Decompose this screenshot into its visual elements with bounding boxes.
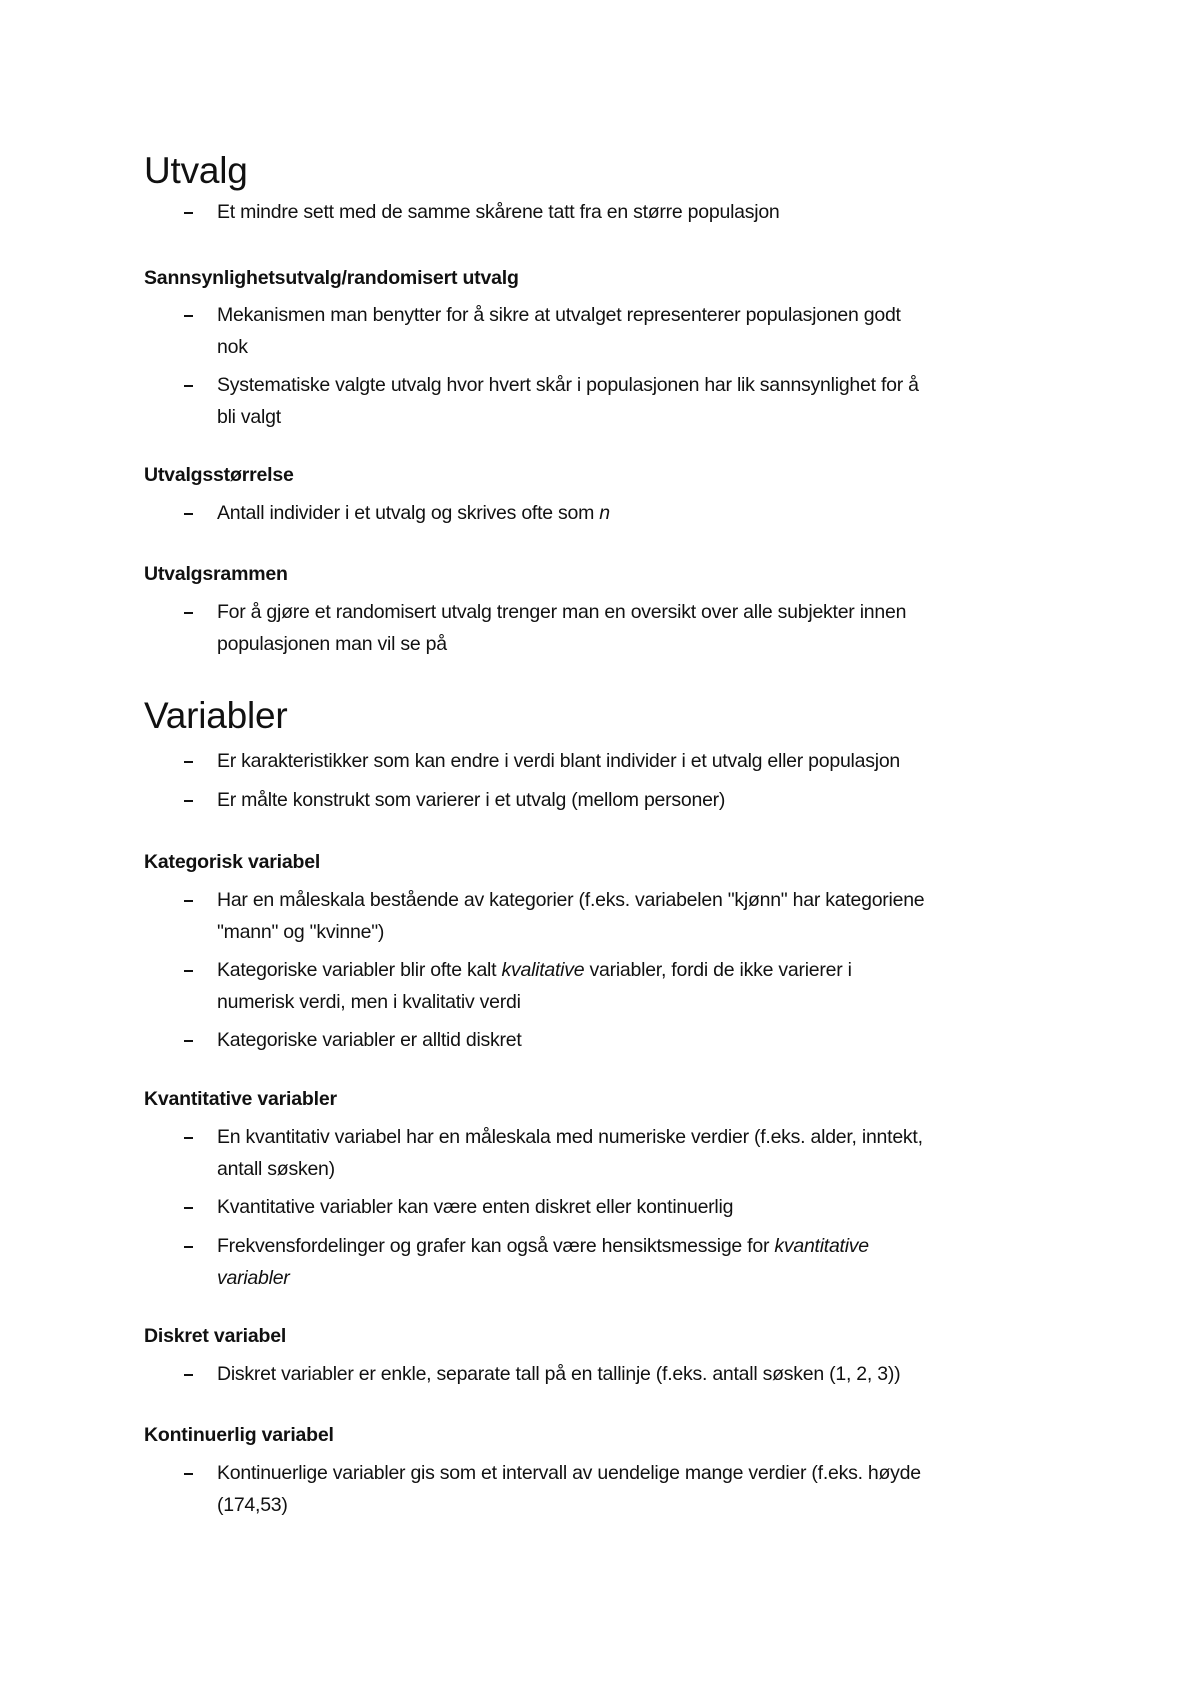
bullet-dash bbox=[184, 800, 193, 802]
subheading-kategorisk-variabel: Kategorisk variabel bbox=[144, 851, 321, 873]
bullet-text: Har en måleskala bestående av kategorier (f.eks. variabelen "kjønn" har kategoriene bbox=[217, 889, 925, 911]
heading-utvalg: Utvalg bbox=[144, 150, 248, 191]
bullet-text-continuation: antall søsken) bbox=[217, 1158, 335, 1180]
bullet-dash bbox=[184, 612, 193, 614]
bullet-text: For å gjøre et randomisert utvalg trenger man en oversikt over alle subjekter innen bbox=[217, 601, 907, 623]
bullet-dash bbox=[184, 212, 193, 214]
bullet-dash bbox=[184, 761, 193, 763]
bullet-text-continuation: variabler bbox=[217, 1267, 290, 1289]
bullet-dash bbox=[184, 1040, 193, 1042]
bullet-text: Kategoriske variabler er alltid diskret bbox=[217, 1029, 522, 1051]
bullet-text-continuation: nok bbox=[217, 336, 248, 358]
bullet-text: En kvantitativ variabel har en måleskala med numeriske verdier (f.eks. alder, inntekt, bbox=[217, 1126, 923, 1148]
bullet-dash bbox=[184, 1246, 193, 1248]
subheading-utvalgsrammen: Utvalgsrammen bbox=[144, 563, 288, 585]
bullet-dash bbox=[184, 1207, 193, 1209]
bullet-text-continuation: populasjonen man vil se på bbox=[217, 633, 447, 655]
heading-variabler: Variabler bbox=[144, 695, 288, 736]
subheading-diskret-variabel: Diskret variabel bbox=[144, 1325, 287, 1347]
bullet-text: Er målte konstrukt som varierer i et utvalg (mellom personer) bbox=[217, 789, 726, 811]
bullet-dash bbox=[184, 900, 193, 902]
bullet-text: Kategoriske variabler blir ofte kalt kvalitative variabler, fordi de ikke varierer i bbox=[217, 959, 852, 981]
bullet-text: Systematiske valgte utvalg hvor hvert skår i populasjonen har lik sannsynlighet for å bbox=[217, 374, 919, 396]
bullet-dash bbox=[184, 315, 193, 317]
bullet-dash bbox=[184, 970, 193, 972]
bullet-text-continuation: numerisk verdi, men i kvalitativ verdi bbox=[217, 991, 521, 1013]
subheading-kvantitative-variabler: Kvantitative variabler bbox=[144, 1088, 337, 1110]
bullet-text: Frekvensfordelinger og grafer kan også være hensiktsmessige for kvantitative bbox=[217, 1235, 869, 1257]
bullet-text: Diskret variabler er enkle, separate tall på en tallinje (f.eks. antall søsken (1, 2, 3)) bbox=[217, 1363, 901, 1385]
bullet-text-continuation: "mann" og "kvinne") bbox=[217, 921, 385, 943]
bullet-text: Et mindre sett med de samme skårene tatt fra en større populasjon bbox=[217, 201, 780, 223]
bullet-text: Mekanismen man benytter for å sikre at utvalget representerer populasjonen godt bbox=[217, 304, 901, 326]
bullet-text-continuation: (174,53) bbox=[217, 1494, 288, 1516]
subheading-utvalgsstorrelse: Utvalgsstørrelse bbox=[144, 464, 294, 486]
bullet-dash bbox=[184, 1137, 193, 1139]
bullet-text: Kvantitative variabler kan være enten diskret eller kontinuerlig bbox=[217, 1196, 734, 1218]
bullet-text: Antall individer i et utvalg og skrives ofte som n bbox=[217, 502, 610, 524]
subheading-kontinuerlig-variabel: Kontinuerlig variabel bbox=[144, 1424, 334, 1446]
bullet-text: Kontinuerlige variabler gis som et intervall av uendelige mange verdier (f.eks. høyde bbox=[217, 1462, 921, 1484]
bullet-text-continuation: bli valgt bbox=[217, 406, 281, 428]
bullet-dash bbox=[184, 513, 193, 515]
bullet-text: Er karakteristikker som kan endre i verdi blant individer i et utvalg eller populasjon bbox=[217, 750, 901, 772]
bullet-dash bbox=[184, 1473, 193, 1475]
bullet-dash bbox=[184, 1374, 193, 1376]
bullet-dash bbox=[184, 385, 193, 387]
subheading-sannsynlighetsutvalg: Sannsynlighetsutvalg/randomisert utvalg bbox=[144, 267, 519, 289]
